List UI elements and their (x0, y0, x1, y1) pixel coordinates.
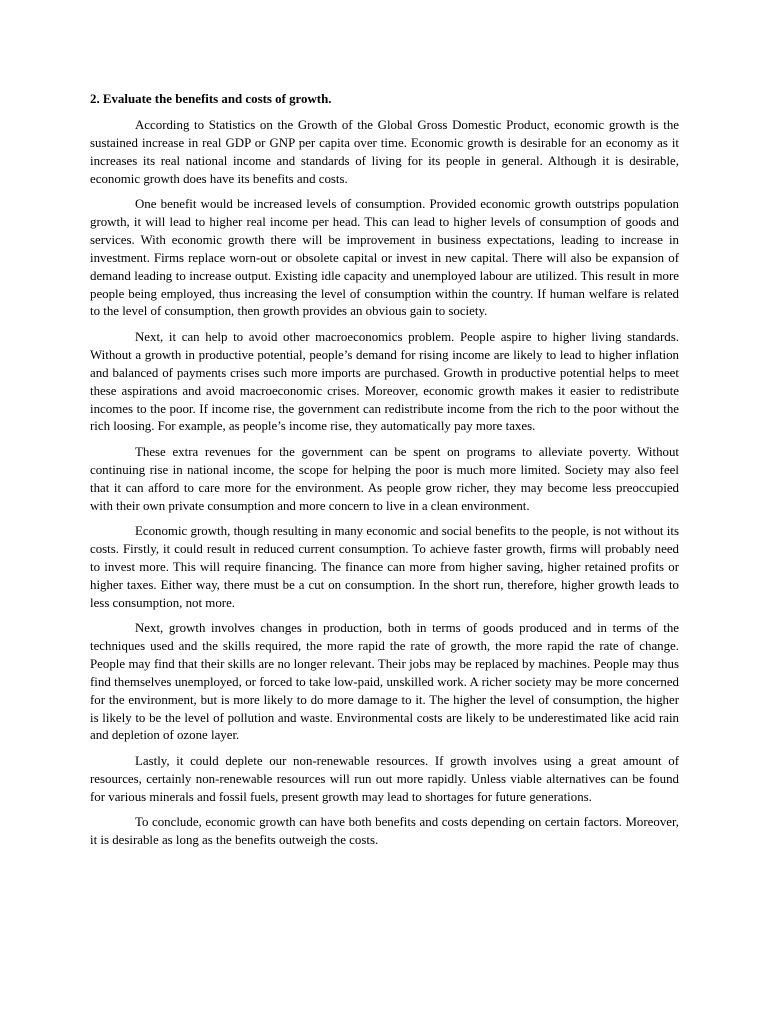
paragraph-intro: According to Statistics on the Growth of the Global Gross Domestic Product, economic growth is the sustained increase in real GDP or GNP per capita over time. Economic growth is desirable for an economy as it increases its real national income and standards of living for its people in general. Although it is desirable, economic growth does have its benefits and costs. (90, 117, 679, 186)
paragraph-conclusion: To conclude, economic growth can have both benefits and costs depending on certain factors. Moreover, it is desirable as long as the benefits outweigh the costs. (90, 815, 679, 847)
document-page (90, 91, 679, 857)
paragraph-macroeconomic-problems: Next, it can help to avoid other macroeconomics problem. People aspire to higher living standards. Without a growth in productive potential, people’s demand for rising income are likely to lead to higher inflation and balanced of payments crises such more imports are purchased. Growth in productive potential helps to meet these aspirations and avoid macroeconomic crises. Moreover, economic growth makes it easier to redistribute incomes to the poor. If income rise, the government can redistribute income from the rich to the poor without the rich loosing. For example, as people’s income rise, they automatically pay more taxes. (90, 329, 679, 434)
paragraph-consumption-benefit: One benefit would be increased levels of consumption. Provided economic growth outstrips population growth, it will lead to higher real income per head. This can lead to higher levels of consumption of goods and services. With economic growth there will be improvement in business expectations, leading to increase in investment. Firms replace worn-out or obsolete capital or invest in new capital. There will also be expansion of demand leading to increase output. Existing idle capacity and unemployed labour are utilized. This result in more people being employed, thus increasing the level of consumption within the country. If human welfare is related to the level of consumption, then growth provides an obvious gain to society. (90, 197, 679, 319)
paragraph-reduced-consumption-cost: Economic growth, though resulting in many economic and social benefits to the people, is not without its costs. Firstly, it could result in reduced current consumption. To achieve faster growth, firms will probably need to invest more. This will require financing. The finance can more from higher saving, higher retained profits or higher taxes. Either way, there must be a cut on consumption. In the short run, therefore, higher growth leads to less consumption, not more. (90, 523, 679, 610)
question-heading: 2. Evaluate the benefits and costs of growth. (90, 92, 332, 106)
paragraph-production-changes: Next, growth involves changes in production, both in terms of goods produced and in terms of the techniques used and the skills required, the more rapid the rate of growth, the more rapid the rate of change. People may find that their skills are no longer relevant. Their jobs may be replaced by machines. People may thus find themselves unemployed, or forced to take low-paid, unskilled work. A richer society may be more concerned for the environment, but is more likely to do more damage to it. The higher the level of consumption, the higher is likely to be the level of pollution and waste. Environmental costs are likely to be underestimated like acid rain and depletion of ozone layer. (90, 620, 679, 743)
paragraph-extra-revenues: These extra revenues for the government can be spent on programs to alleviate poverty. Without continuing rise in national income, the scope for helping the poor is much more limited. Society may also feel that it can afford to care more for the environment. As people grow richer, they may become less preoccupied with their own private consumption and more concern to live in a clean environment. (90, 444, 679, 513)
paragraph-non-renewable-resources: Lastly, it could deplete our non-renewable resources. If growth involves using a great amount of resources, certainly non-renewable resources will run out more rapidly. Unless viable alternatives can be found for various minerals and fossil fuels, present growth may lead to shortages for future generations. (90, 753, 679, 804)
